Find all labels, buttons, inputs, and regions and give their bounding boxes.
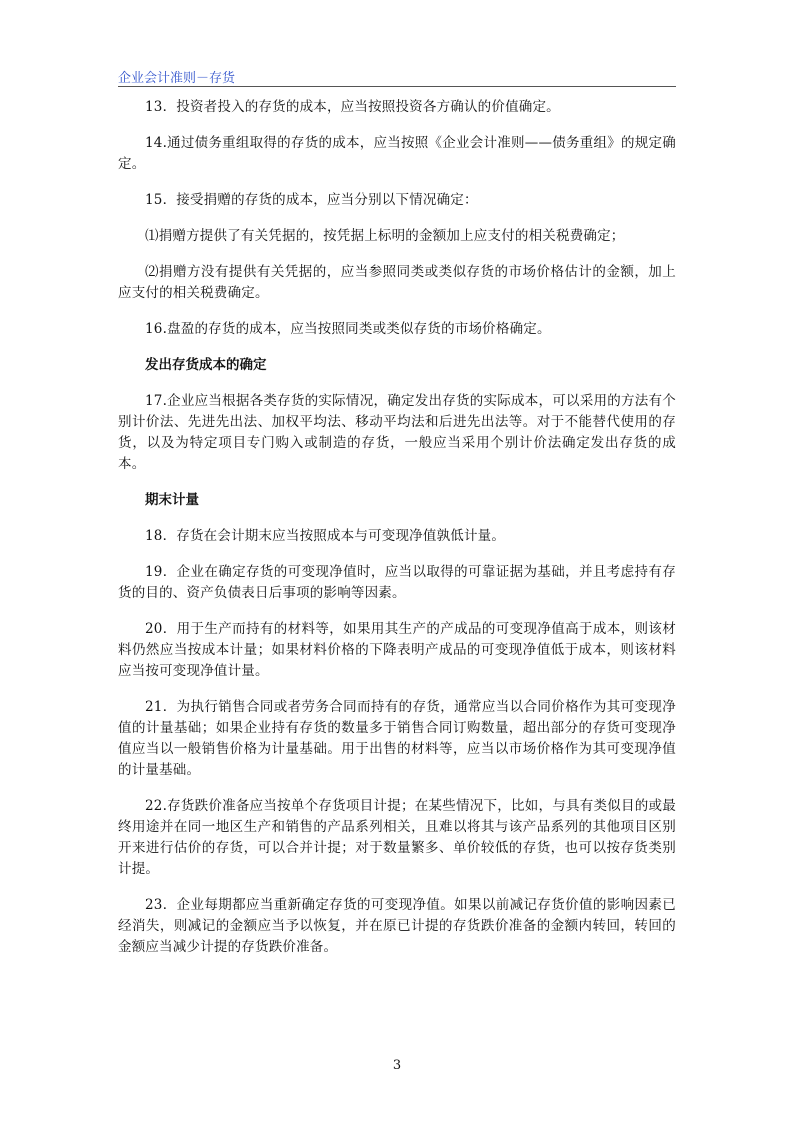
paragraph-15-item-1: ⑴捐赠方提供了有关凭据的，按凭据上标明的金额加上应支付的相关税费确定； (145, 228, 625, 244)
body-content (118, 97, 676, 973)
paragraph-17: 17.企业应当根据各类存货的实际情况，确定发出存货的实际成本，可以采用的方法有个别计价法、先进先出法、加权平均法、移动平均法和后进先出法等。对于不能替代使用的存货，以及为特定项目专门购入或制造的存货，一般应当采用个别计价法确定发出存货的成本。 (118, 393, 676, 472)
paragraph-18: 18．存货在会计期末应当按照成本与可变现净值孰低计量。 (145, 528, 506, 544)
paragraph-20: 20．用于生产而持有的材料等，如果用其生产的产成品的可变现净值高于成本，则该材料仍然应当按成本计量；如果材料价格的下降表明产成品的可变现净值低于成本，则该材料应当按可变现净值计量。 (118, 621, 676, 679)
paragraph-23: 23．企业每期都应当重新确定存货的可变现净值。如果以前减记存货价值的影响因素已经消失，则减记的金额应当予以恢复，并在原已计提的存货跌价准备的金额内转回，转回的金额应当减少计提的存货跌价准备。 (118, 897, 676, 955)
paragraph-13: 13．投资者投入的存货的成本，应当按照投资各方确认的价值确定。 (145, 99, 560, 115)
paragraph-22: 22.存货跌价准备应当按单个存货项目计提；在某些情况下，比如，与具有类似目的或最终用途并在同一地区生产和销售的产品系列相关，且难以将其与该产品系列的其他项目区别开来进行估价的存货，可以合并计提；对于数量繁多、单价较低的存货，也可以按存货类别计提。 (118, 798, 676, 877)
paragraph-16: 16.盘盈的存货的成本，应当按照同类或类似存货的市场价格确定。 (145, 321, 551, 337)
header-divider (118, 86, 676, 87)
section-heading-period-end: 期末计量 (145, 492, 199, 508)
paragraph-19: 19．企业在确定存货的可变现净值时，应当以取得的可靠证据为基础，并且考虑持有存货的目的、资产负债表日后事项的影响等因素。 (118, 564, 676, 601)
running-header: 企业会计准则－存货 (118, 71, 236, 86)
section-heading-issued-cost: 发出存货成本的确定 (145, 357, 267, 373)
paragraph-21: 21．为执行销售合同或者劳务合同而持有的存货，通常应当以合同价格作为其可变现净值的计量基础；如果企业持有存货的数量多于销售合同订购数量，超出部分的存货可变现净值应当以一般销售价格为计量基础。用于出售的材料等，应当以市场价格作为其可变现净值的计量基础。 (118, 699, 676, 778)
paragraph-14: 14.通过债务重组取得的存货的成本，应当按照《企业会计准则——债务重组》的规定确定。 (118, 135, 676, 172)
paragraph-15: 15．接受捐赠的存货的成本，应当分别以下情况确定： (145, 192, 478, 208)
page-number: 3 (392, 1058, 402, 1073)
paragraph-15-item-2: ⑵捐赠方没有提供有关凭据的，应当参照同类或类似存货的市场价格估计的金额，加上应支付的相关税费确定。 (118, 264, 676, 301)
